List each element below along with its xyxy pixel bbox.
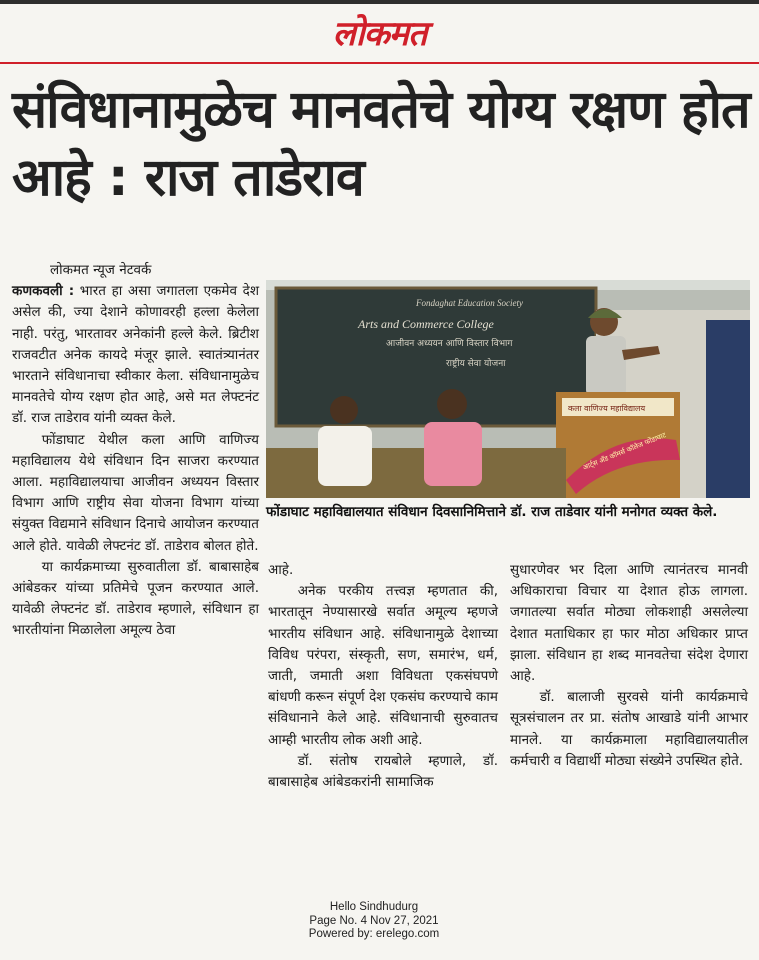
podium-text: कला वाणिज्य महाविद्यालय xyxy=(568,404,646,413)
article-paragraph: फोंडाघाट येथील कला आणि वाणिज्य महाविद्यालय येथे संविधान दिन साजरा करण्यात आला. महाविद्यालयाचा आजीवन अध्ययन विस्तार विभाग आणि राष्ट्रीय सेवा योजना विभाग यांच्या संयुक्त विद्यमाने संविधान दिनाचे आयोजन करण्यात आले होते. यावेळी लेफ्टनंट डॉ. ताडेराव बोलत होते. xyxy=(12,431,259,554)
board-text: Arts and Commerce College xyxy=(358,317,494,331)
footer-page-date: Page No. 4 Nov 27, 2021 xyxy=(309,914,439,927)
page-footer xyxy=(259,901,489,942)
article-paragraph: डॉ. बालाजी सुरवसे यांनी कार्यक्रमाचे सूत्रसंचालन तर प्रा. संतोष आखाडे यांनी आभार मानले. या कार्यक्रमाला महाविद्यालयातील कर्मचारी व विद्यार्थी मोठ्या संख्येने उपस्थित होते. xyxy=(510,689,748,769)
article-lead xyxy=(12,281,259,429)
top-border xyxy=(0,0,759,4)
article-paragraph: आहे. xyxy=(268,562,294,578)
news-photo xyxy=(266,280,750,498)
article-column-2 xyxy=(268,560,498,793)
dateline: कणकवली : xyxy=(12,283,75,300)
banner-text: आर्ट्स अँड कॉमर्स कॉलेज फोंडाघाट xyxy=(581,431,668,472)
photo-caption: फोंडाघाट महाविद्यालयात संविधान दिवसानिमित्ताने डॉ. राज ताडेवार यांनी मनोगत व्यक्त केले. xyxy=(266,504,718,520)
byline: लोकमत न्यूज नेटवर्क xyxy=(50,262,152,278)
event-photo-illustration xyxy=(266,280,750,498)
article-paragraph: सुधारणेवर भर दिला आणि त्यानंतरच मानवी अधिकाराचा विचार या देशात होऊ लागला. जगातल्या सर्वात मोठ्या लोकशाही असलेल्या देशात मताधिकार हा फार मोठा अधिकार प्राप्त झाला. संविधान हा शब्द मानवतेचा संदेश देणारा आहे. xyxy=(510,562,748,685)
newspaper-logo: लोकमत xyxy=(332,14,427,54)
board-text: आजीवन अध्ययन आणि विस्तार विभाग xyxy=(386,339,513,349)
article-paragraph: अनेक परकीय तत्त्वज्ञ म्हणतात की, भारतातून नेण्यासारखे सर्वात अमूल्य म्हणजे भारतीय संविधान आहे. संविधानामुळे देशाच्या विविध परंपरा, संस्कृती, सण, समारंभ, धर्म, जाती, जमाती अशा विविधता एकसंघपणे बांधणी करून संपूर्ण देश एकसंघ करण्याचे काम संविधानाने केले आहे. संविधानाची सुरुवातच आम्ही भारतीय लोक अशी आहे. xyxy=(268,583,498,748)
article-paragraph: डॉ. संतोष रायबोले म्हणाले, डॉ. बाबासाहेब आंबेडकरांनी सामाजिक xyxy=(268,752,498,791)
article-column-1 xyxy=(12,260,259,642)
headline: संविधानामुळेच मानवतेचे योग्य रक्षण होत आहे : राज ताडेराव xyxy=(12,80,750,208)
article-paragraph: या कार्यक्रमाच्या सुरुवातीला डॉ. बाबासाहेब आंबेडकर यांच्या प्रतिमेचे पूजन करण्यात आले. यावेळी लेफ्टनंट डॉ. ताडेराव म्हणाले, संविधान हा भारतीयांना मिळालेला अमूल्य ठेवा xyxy=(12,558,259,639)
lead-text: भारत हा असा जगातला एकमेव देश असेल की, ज्या देशाने कोणावरही हल्ला केलेला नाही. परंतु, भारतावर अनेकांनी हल्ले केले. ब्रिटीश राजवटीत अनेक कायदे मंजूर झाले. स्वातंत्र्यानंतर भारताने संविधानाचा स्वीकार केला. संविधानामुळेच मानवतेचे योग्य रक्षण होत आहे, असे मत लेफ्टनंट डॉ. राज ताडेराव यांनी व्यक्त केले. xyxy=(12,283,259,427)
footer-publication: Hello Sindhudurg xyxy=(329,901,419,913)
board-text: Fondaghat Education Society xyxy=(416,298,523,308)
masthead xyxy=(0,8,759,60)
article-column-3 xyxy=(510,560,748,772)
board-text: राष्ट्रीय सेवा योजना xyxy=(446,359,506,369)
footer-powered-by: Powered by: erelego.com xyxy=(308,928,440,940)
masthead-divider xyxy=(0,62,759,64)
